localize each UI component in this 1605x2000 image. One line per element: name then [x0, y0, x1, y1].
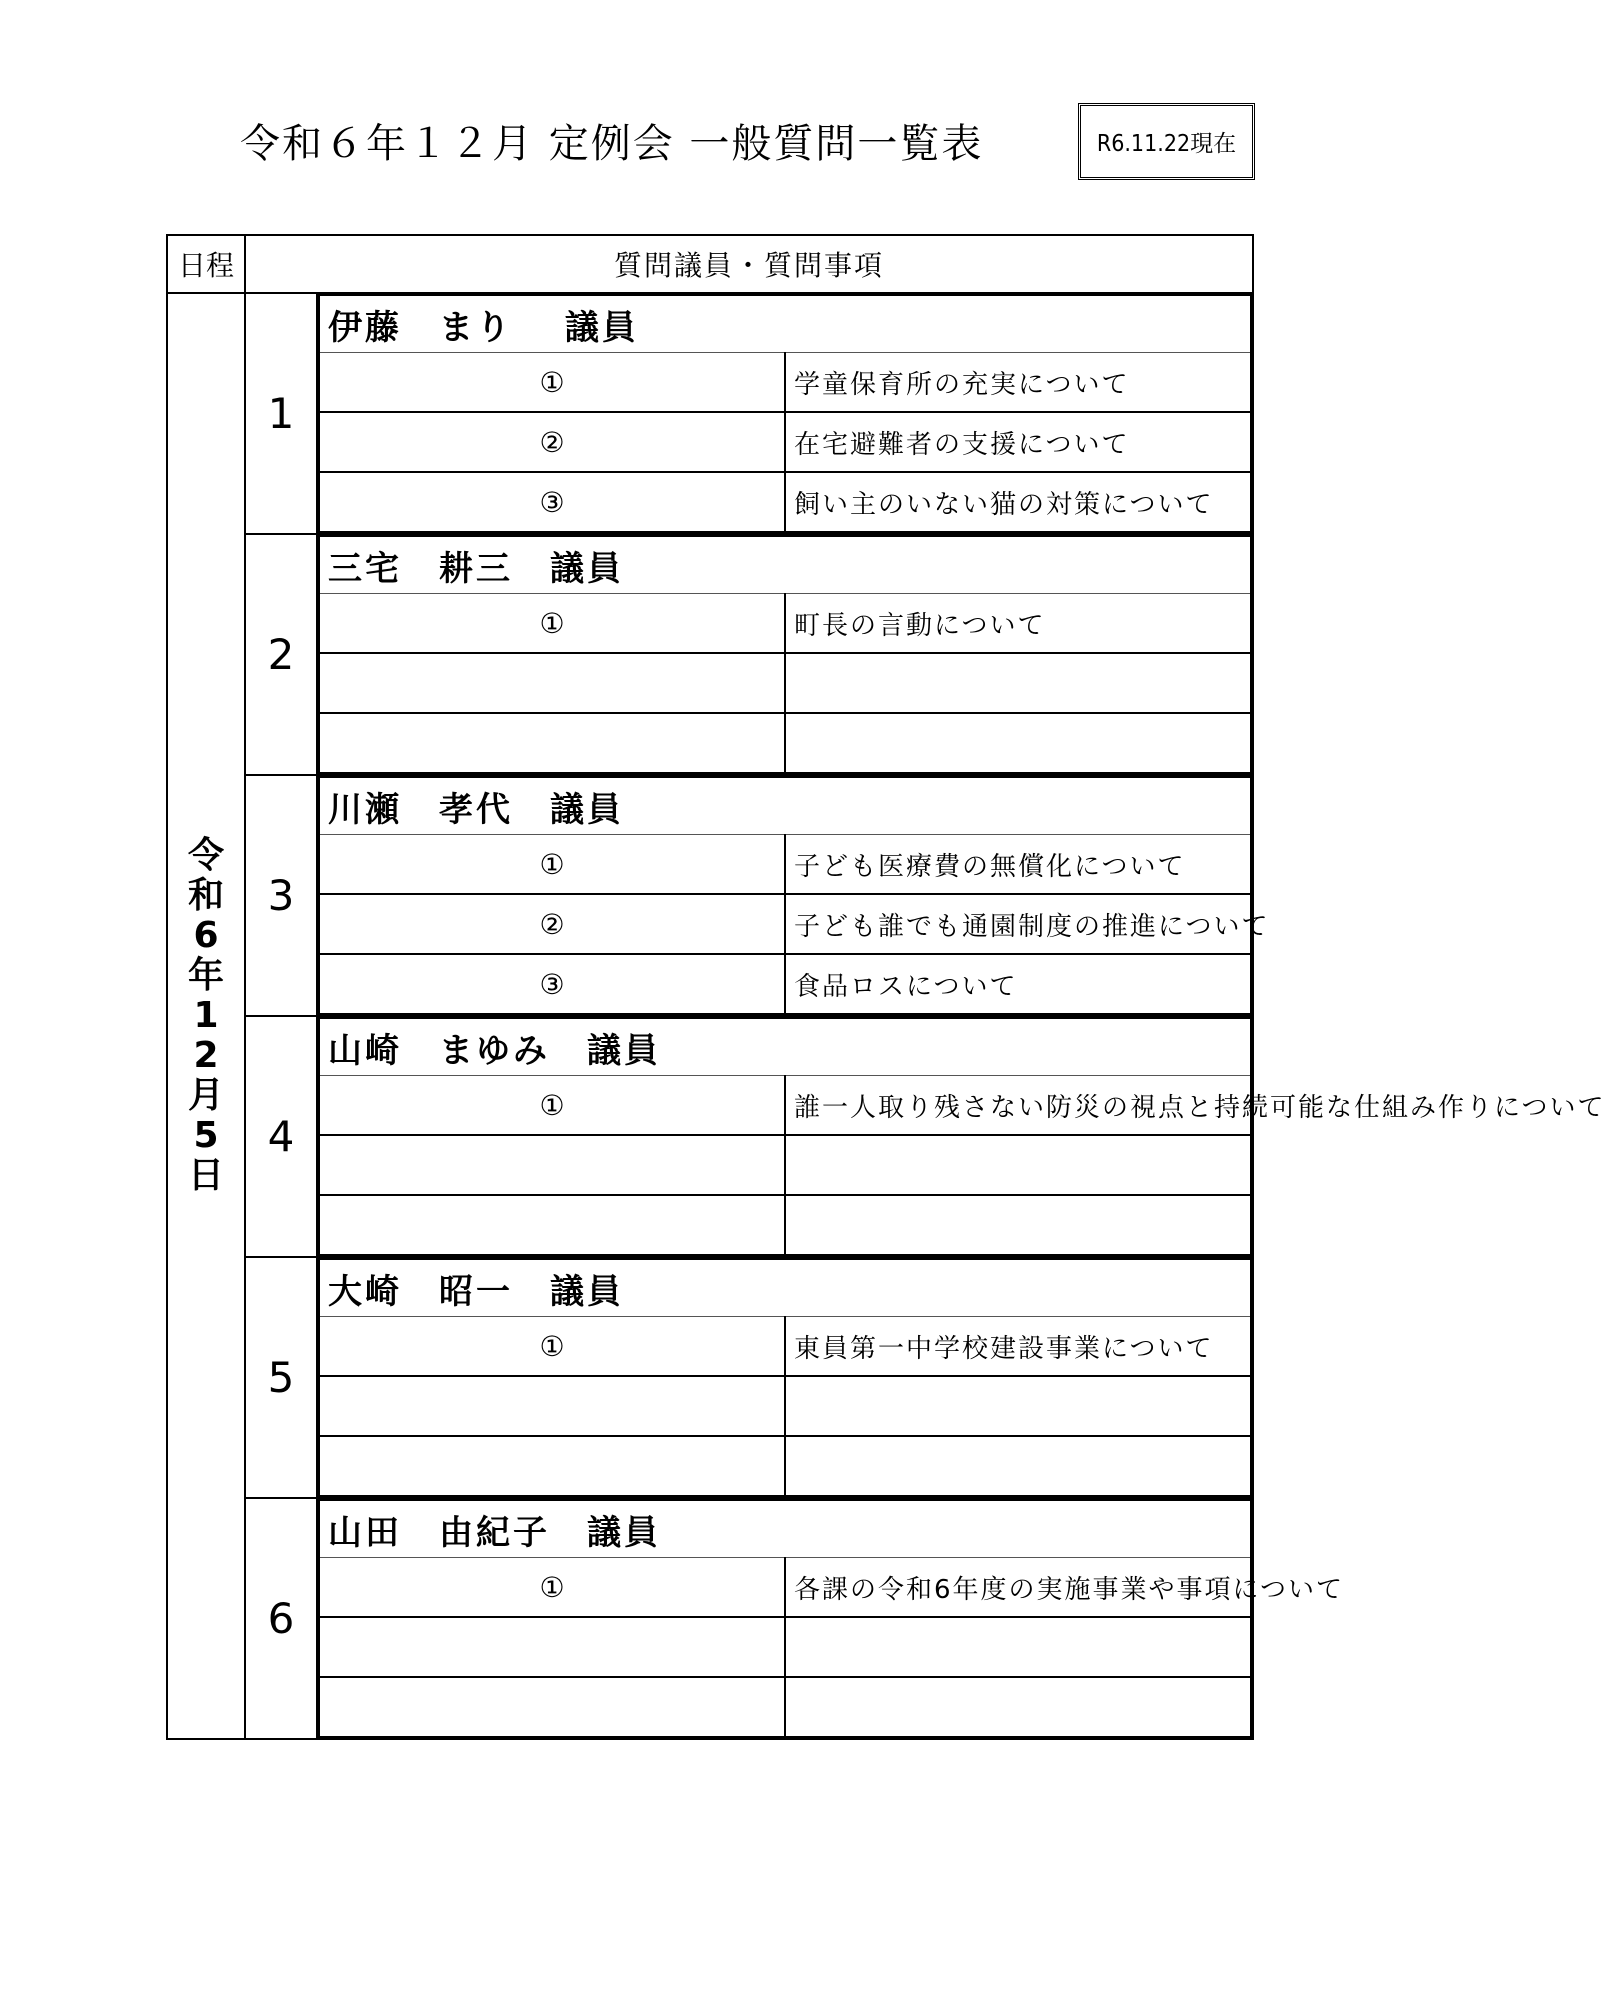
item-number-marker [319, 1376, 785, 1436]
question-text [785, 653, 1251, 713]
item-number-marker: ③ [319, 954, 785, 1014]
as-of-date-stamp: R6.11.22現在 [1078, 103, 1255, 180]
item-number-marker: ② [319, 412, 785, 472]
question-item [319, 835, 1251, 895]
item-number-marker: ① [319, 1317, 785, 1377]
column-header-date: 日程 [167, 235, 245, 293]
table-header-row [167, 235, 1253, 293]
member-name: 山田 由紀子 議員 [319, 1500, 1251, 1558]
question-text: 食品ロスについて [785, 954, 1251, 1014]
question-item [319, 1195, 1251, 1255]
session-date-char: 令 [187, 835, 224, 876]
item-number-marker: ③ [319, 472, 785, 532]
question-text [785, 713, 1251, 773]
session-date-char: 1 [193, 995, 219, 1036]
member-detail-cell [317, 1498, 1345, 1739]
member-row [167, 1016, 1253, 1257]
general-questions-table [166, 234, 1605, 1740]
item-number-marker [319, 1195, 785, 1255]
session-date-char: 月 [187, 1075, 224, 1116]
session-date-cell [167, 293, 245, 1739]
question-text [785, 1376, 1251, 1436]
member-detail-cell [317, 1016, 1605, 1257]
question-item [319, 1436, 1251, 1496]
question-item [319, 954, 1251, 1014]
member-number: 1 [245, 293, 317, 534]
item-number-marker [319, 1436, 785, 1496]
session-date-char: 日 [187, 1155, 224, 1196]
question-item [319, 653, 1251, 713]
question-text: 在宅避難者の支援について [785, 412, 1251, 472]
question-text: 飼い主のいない猫の対策について [785, 472, 1251, 532]
question-item [319, 594, 1251, 654]
session-date-char: 和 [187, 875, 224, 916]
member-number: 4 [245, 1016, 317, 1257]
question-text [785, 1436, 1251, 1496]
item-number-marker: ① [319, 594, 785, 654]
item-number-marker [319, 713, 785, 773]
member-detail-cell [317, 775, 1270, 1016]
question-text: 誰一人取り残さない防災の視点と持続可能な仕組み作りについて [785, 1076, 1251, 1136]
member-number: 6 [245, 1498, 317, 1739]
member-number: 3 [245, 775, 317, 1016]
question-text: 子ども誰でも通園制度の推進について [785, 894, 1251, 954]
question-item [319, 894, 1251, 954]
question-text: 子ども医療費の無償化について [785, 835, 1251, 895]
question-text: 東員第一中学校建設事業について [785, 1317, 1251, 1377]
member-name: 山崎 まゆみ 議員 [319, 1018, 1251, 1076]
session-date-char: 2 [193, 1035, 219, 1076]
item-number-marker [319, 1135, 785, 1195]
member-name: 川瀬 孝代 議員 [319, 777, 1251, 835]
item-number-marker: ① [319, 1558, 785, 1618]
question-item [319, 412, 1251, 472]
member-row [167, 293, 1253, 534]
question-text [785, 1135, 1251, 1195]
question-text: 学童保育所の充実について [785, 353, 1251, 413]
question-item [319, 1317, 1251, 1377]
member-row [167, 534, 1253, 775]
member-detail-cell [317, 293, 1253, 534]
session-date-char: 年 [187, 955, 224, 996]
member-name: 三宅 耕三 議員 [319, 536, 1251, 594]
question-item [319, 1135, 1251, 1195]
item-number-marker: ① [319, 835, 785, 895]
question-item [319, 472, 1251, 532]
item-number-marker [319, 1617, 785, 1677]
member-name: 伊藤 まり 議員 [319, 295, 1251, 353]
member-row [167, 1498, 1253, 1739]
member-detail-cell [317, 1257, 1253, 1498]
question-text [785, 1195, 1251, 1255]
member-name: 大崎 昭一 議員 [319, 1259, 1251, 1317]
member-row [167, 1257, 1253, 1498]
question-item [319, 1076, 1251, 1136]
question-text [785, 1677, 1251, 1737]
item-number-marker: ② [319, 894, 785, 954]
item-number-marker: ① [319, 353, 785, 413]
session-date-char: 5 [193, 1115, 219, 1156]
member-row [167, 775, 1253, 1016]
member-number: 5 [245, 1257, 317, 1498]
session-date-char: 6 [193, 915, 219, 956]
question-item [319, 713, 1251, 773]
question-text [785, 1617, 1251, 1677]
question-item [319, 1376, 1251, 1436]
item-number-marker [319, 653, 785, 713]
question-item [319, 1558, 1251, 1618]
column-header-members-items: 質問議員・質問事項 [245, 235, 1253, 293]
question-item [319, 1617, 1251, 1677]
item-number-marker: ① [319, 1076, 785, 1136]
item-number-marker [319, 1677, 785, 1737]
question-item [319, 353, 1251, 413]
question-item [319, 1677, 1251, 1737]
member-detail-cell [317, 534, 1253, 775]
question-text: 各課の令和6年度の実施事業や事項について [785, 1558, 1251, 1618]
question-text: 町長の言動について [785, 594, 1251, 654]
page-title: 令和６年１２月 定例会 一般質問一覧表 [240, 121, 984, 167]
member-number: 2 [245, 534, 317, 775]
